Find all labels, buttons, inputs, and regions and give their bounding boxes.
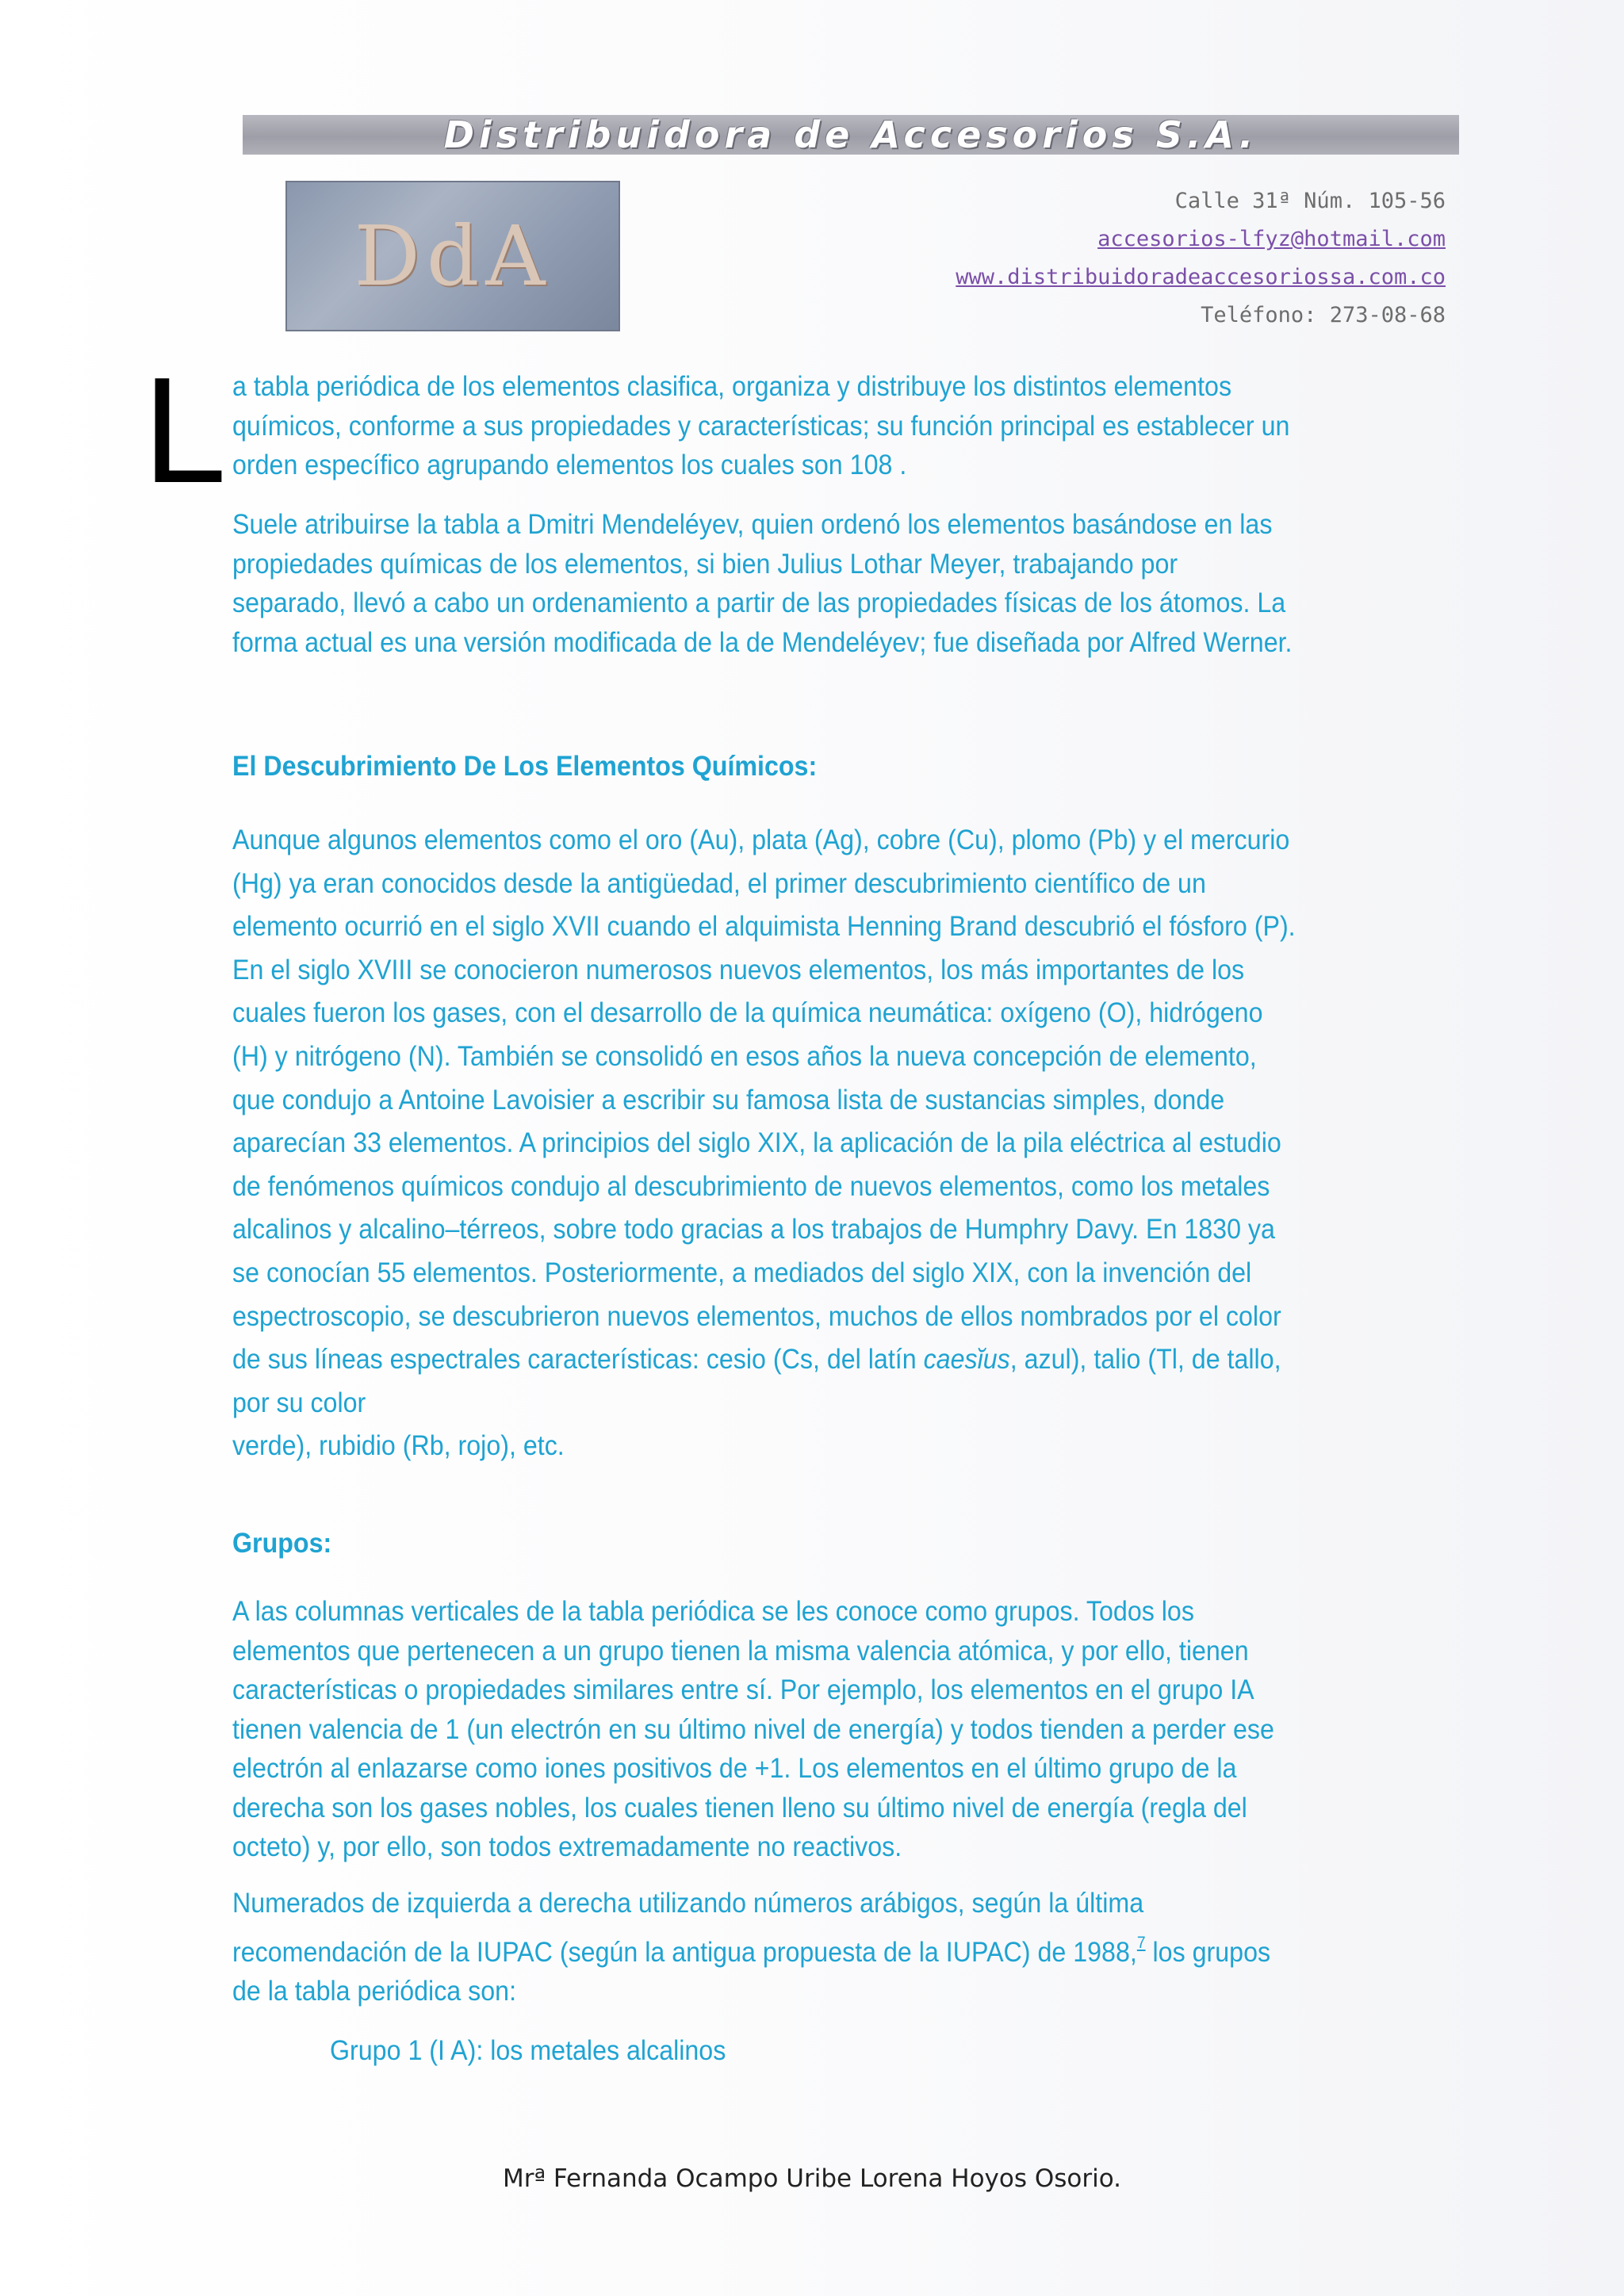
groups-heading: Grupos: — [232, 1528, 332, 1559]
phone: Teléfono: 273-08-68 — [1201, 303, 1446, 327]
groups-paragraph-1: A las columnas verticales de la tabla periódica se les conoce como grupos. Todos los elementos que pertenecen a un grupo tienen la misma valencia atómica, y por ello, tienen características o propiedades similares entre sí. Por ejemplo, los elementos en el grupo IA tienen valencia de 1 (un electrón en su último nivel de energía) y todos tienden a perder ese electrón al enlazarse como iones positivos de +1. Los elementos en el último grupo de la derecha son los gases nobles, los cuales tienen lleno su último nivel de energía (regla del octeto) y, por ello, son todos extremadamente no reactivos. — [232, 1596, 1274, 1862]
discovery-text-c: verde), rubidio (Rb, rojo), etc. — [232, 1430, 565, 1462]
email-link[interactable]: accesorios-lfyz@hotmail.com — [1097, 227, 1446, 251]
company-banner — [243, 115, 1459, 155]
company-name: Distribuidora de Accesorios S.A. — [443, 113, 1258, 156]
discovery-heading: El Descubrimiento De Los Elementos Químicos: — [232, 751, 818, 782]
discovery-italic-term: caesĭus — [923, 1344, 1010, 1376]
group-list-item-1: Grupo 1 (I A): los metales alcalinos — [330, 2035, 726, 2066]
footer-authors: Mrª Fernanda Ocampo Uribe Lorena Hoyos Osorio. — [502, 2164, 1122, 2193]
contact-block — [956, 182, 1446, 335]
groups-p2-text-b: los grupos de la tabla periódica son: — [232, 1936, 1271, 2007]
discovery-text-a: Aunque algunos elementos como el oro (Au), plata (Ag), cobre (Cu), plomo (Pb) y el mercurio (Hg) ya eran conocidos desde la antigüedad, el primer descubrimiento científico de un elemento ocurrió en el siglo XVII cuando el alquimista Henning Brand descubrió el fósforo (P). En el siglo XVIII se conocieron numerosos nuevos elementos, los más importantes de los cuales fueron los gases, con el desarrollo de la química neumática: oxígeno (O), hidrógeno (H) y nitrógeno (N). También se consolidó en esos años la nueva concepción de elemento, que condujo a Antoine Lavoisier a escribir su famosa lista de sustancias simples, donde aparecían 33 elementos. A principios del siglo XIX, la aplicación de la pila eléctrica al estudio de fenómenos químicos condujo al descubrimiento de nuevos elementos, como los metales alcalinos y alcalino–térreos, sobre todo gracias a los trabajos de Humphry Davy. En 1830 ya se conocían 55 elementos. Posteriormente, a mediados del siglo XIX, con la invención del espectroscopio, se descubrieron nuevos elementos, muchos de ellos nombrados por el color de sus líneas espectrales características: cesio (Cs, del latín — [232, 825, 1296, 1376]
discovery-paragraph — [232, 819, 1297, 1468]
company-logo — [285, 181, 620, 331]
drop-cap: L — [143, 346, 227, 515]
website-link[interactable]: www.distribuidoradeaccesoriossa.com.co — [956, 265, 1446, 289]
address: Calle 31ª Núm. 105-56 — [1174, 189, 1446, 213]
footnote-link[interactable]: 7 — [1136, 1933, 1146, 1952]
groups-p2-text-a: Numerados de izquierda a derecha utilizando números arábigos, según la última recomendación de la IUPAC (según la antigua propuesta de la IUPAC) de 1988, — [232, 1888, 1144, 1968]
intro-paragraph-2: Suele atribuirse la tabla a Dmitri Mendeléyev, quien ordenó los elementos basándose en las propiedades químicas de los elementos, si bien Julius Lothar Meyer, trabajando por separado, llevó a cabo un ordenamiento a partir de las propiedades físicas de los átomos. La forma actual es una versión modificada de la de Mendeléyev; fue diseñada por Alfred Werner. — [232, 509, 1293, 658]
discovery-text-b: , azul), talio (Tl, de tallo, por su color — [232, 1344, 1281, 1418]
logo-monogram: DdA — [354, 208, 552, 304]
groups-paragraph-2 — [232, 1884, 1297, 2011]
intro-paragraph-1: a tabla periódica de los elementos clasifica, organiza y distribuye los distintos elementos químicos, conforme a sus propiedades y características; su función principal es establecer un orden específico agrupando elementos los cuales son 108 . — [232, 371, 1290, 480]
